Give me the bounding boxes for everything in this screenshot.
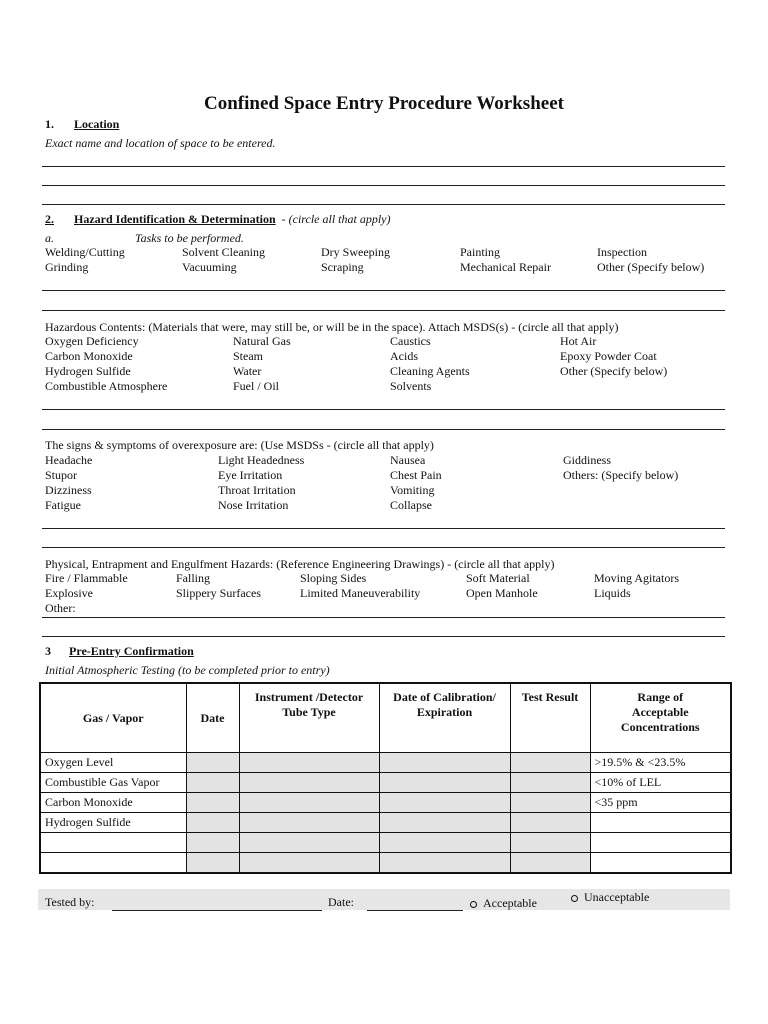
physical-option[interactable]: Soft Material [466,571,530,585]
content-option[interactable]: Cleaning Agents [390,364,470,378]
physical-option[interactable]: Slippery Surfaces [176,586,261,600]
symptom-option[interactable]: Throat Irritation [218,483,296,497]
unacceptable-label: Unacceptable [584,890,650,904]
instrument-cell[interactable] [239,773,379,793]
task-option[interactable]: Painting [460,245,501,259]
symptom-option[interactable]: Nausea [390,453,426,467]
date-label: Date: [328,895,354,909]
date-cell[interactable] [186,793,239,813]
instrument-cell[interactable] [239,793,379,813]
gas-cell: Hydrogen Sulfide [40,813,186,833]
section-2-heading-wrap [74,212,391,227]
content-option[interactable]: Oxygen Deficiency [45,334,139,348]
tasks-line-2[interactable] [42,310,725,311]
location-line-1[interactable] [42,166,725,167]
other-label: Other: [45,601,76,615]
test-result-cell[interactable] [510,793,590,813]
column-header: Date of Calibration/ Expiration [379,683,510,753]
gas-cell[interactable] [40,853,186,874]
content-option[interactable]: Caustics [390,334,431,348]
task-option[interactable]: Solvent Cleaning [182,245,265,259]
symptom-option[interactable]: Giddiness [563,453,611,467]
instrument-cell[interactable] [239,853,379,874]
unacceptable-option[interactable] [571,890,649,905]
test-result-cell[interactable] [510,833,590,853]
content-option[interactable]: Combustible Atmosphere [45,379,168,393]
date-cell[interactable] [186,813,239,833]
section-3-heading: Pre-Entry Confirmation [69,644,194,658]
column-header: Range of Acceptable Concentrations [590,683,731,753]
unacceptable-radio-icon[interactable] [571,895,578,902]
symptom-option[interactable]: Vomiting [390,483,435,497]
symptom-option[interactable]: Headache [45,453,93,467]
contents-label: Hazardous Contents: (Materials that were, may still be, or will be in the space). Attach MSDS(s) - (circle all that apply) [45,320,619,334]
range-cell[interactable] [590,833,731,853]
section-2-number: 2. [45,212,54,226]
location-line-2[interactable] [42,185,725,186]
section-3-number: 3 [45,644,51,658]
test-result-cell[interactable] [510,853,590,874]
column-header: Instrument /Detector Tube Type [239,683,379,753]
test-result-cell[interactable] [510,813,590,833]
range-cell: <10% of LEL [590,773,731,793]
range-cell[interactable] [590,813,731,833]
column-header: Test Result [510,683,590,753]
section-1-heading: Location [74,117,120,131]
symptoms-label: The signs & symptoms of overexposure are: (Use MSDSs - (circle all that apply) [45,438,434,452]
content-option[interactable]: Hydrogen Sulfide [45,364,131,378]
gas-cell: Oxygen Level [40,753,186,773]
tasks-letter: a. [45,231,54,245]
calibration-cell[interactable] [379,773,510,793]
calibration-cell[interactable] [379,833,510,853]
task-option[interactable]: Mechanical Repair [460,260,551,274]
table-row [40,853,731,874]
location-instruction: Exact name and location of space to be entered. [45,136,276,150]
test-result-cell[interactable] [510,753,590,773]
contents-line-2[interactable] [42,429,725,430]
other-line-1[interactable] [42,617,725,618]
date-cell[interactable] [186,853,239,874]
tested-by-label: Tested by: [45,895,95,909]
task-option[interactable]: Scraping [321,260,364,274]
symptom-option[interactable]: Collapse [390,498,432,512]
column-header: Gas / Vapor [40,683,186,753]
instrument-cell[interactable] [239,833,379,853]
symptom-option[interactable]: Light Headedness [218,453,305,467]
physical-option[interactable]: Limited Maneuverability [300,586,421,600]
table-row [40,813,731,833]
calibration-cell[interactable] [379,813,510,833]
acceptable-option[interactable] [470,896,537,911]
section-2-heading: Hazard Identification & Determination [74,212,276,226]
location-line-3[interactable] [42,204,725,205]
symptom-option[interactable]: Chest Pain [390,468,442,482]
date-cell[interactable] [186,833,239,853]
task-option[interactable]: Other (Specify below) [597,260,705,274]
content-option[interactable]: Steam [233,349,263,363]
symptoms-line-2[interactable] [42,547,725,548]
symptom-option[interactable]: Eye Irritation [218,468,283,482]
physical-option[interactable]: Fire / Flammable [45,571,128,585]
task-option[interactable]: Grinding [45,260,89,274]
column-header: Date [186,683,239,753]
gas-cell: Carbon Monoxide [40,793,186,813]
symptom-option[interactable]: Dizziness [45,483,92,497]
symptom-option[interactable]: Fatigue [45,498,81,512]
physical-label: Physical, Entrapment and Engulfment Hazards: (Reference Engineering Drawings) - (circle all that apply) [45,557,555,571]
calibration-cell[interactable] [379,793,510,813]
tested-by-field[interactable] [112,910,322,911]
table-row [40,753,731,773]
task-option[interactable]: Welding/Cutting [45,245,125,259]
range-cell: <35 ppm [590,793,731,813]
content-option[interactable]: Epoxy Powder Coat [560,349,657,363]
instrument-cell[interactable] [239,753,379,773]
tasks-label: Tasks to be performed. [135,231,244,245]
content-option[interactable]: Natural Gas [233,334,291,348]
table-row [40,793,731,813]
range-cell[interactable] [590,853,731,874]
physical-option[interactable]: Explosive [45,586,93,600]
page-title: Confined Space Entry Procedure Worksheet [204,93,564,114]
content-option[interactable]: Carbon Monoxide [45,349,133,363]
calibration-cell[interactable] [379,853,510,874]
physical-option[interactable]: Sloping Sides [300,571,367,585]
gas-cell: Combustible Gas Vapor [40,773,186,793]
section-3-subheading: Initial Atmospheric Testing (to be completed prior to entry) [45,663,330,677]
task-option[interactable]: Vacuuming [182,260,237,274]
tasks-line-1[interactable] [42,290,725,291]
content-option[interactable]: Water [233,364,262,378]
content-option[interactable]: Other (Specify below) [560,364,668,378]
physical-option[interactable]: Liquids [594,586,631,600]
contents-line-1[interactable] [42,409,725,410]
physical-option[interactable]: Falling [176,571,211,585]
task-option[interactable]: Inspection [597,245,647,259]
content-option[interactable]: Acids [390,349,418,363]
range-cell: >19.5% & <23.5% [590,753,731,773]
acceptable-radio-icon[interactable] [470,901,477,908]
acceptable-label: Acceptable [483,896,537,910]
section-2-note: - (circle all that apply) [278,212,391,226]
other-line-2[interactable] [42,636,725,637]
gas-testing-table [39,682,732,874]
symptom-option[interactable]: Stupor [45,468,78,482]
date-field[interactable] [367,910,463,911]
symptoms-line-1[interactable] [42,528,725,529]
table-header-row [40,683,731,753]
table-row [40,833,731,853]
section-1-number: 1. [45,117,54,131]
date-cell[interactable] [186,773,239,793]
instrument-cell[interactable] [239,813,379,833]
gas-cell[interactable] [40,833,186,853]
calibration-cell[interactable] [379,753,510,773]
physical-option[interactable]: Moving Agitators [594,571,680,585]
symptom-option[interactable]: Others: (Specify below) [563,468,679,482]
task-option[interactable]: Dry Sweeping [321,245,390,259]
date-cell[interactable] [186,753,239,773]
content-option[interactable]: Solvents [390,379,432,393]
content-option[interactable]: Hot Air [560,334,597,348]
content-option[interactable]: Fuel / Oil [233,379,280,393]
table-row [40,773,731,793]
symptom-option[interactable]: Nose Irritation [218,498,289,512]
test-result-cell[interactable] [510,773,590,793]
physical-option[interactable]: Open Manhole [466,586,538,600]
